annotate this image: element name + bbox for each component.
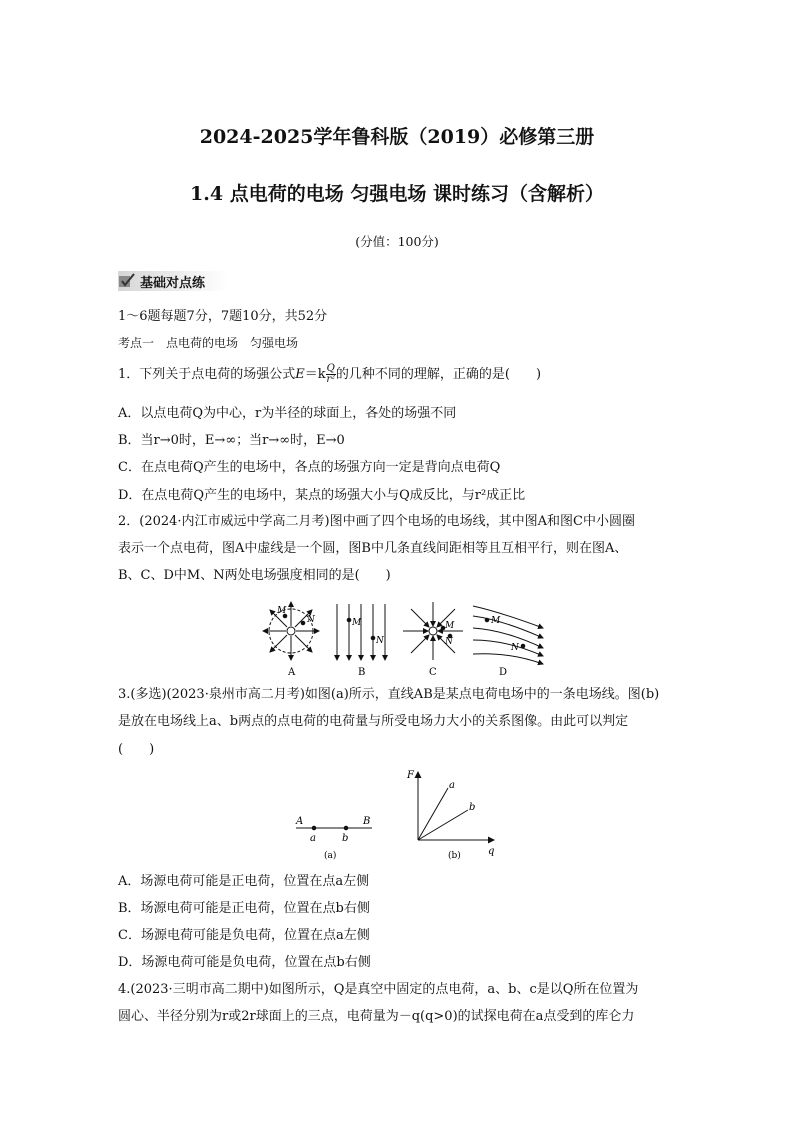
q1-formula-fraction — [326, 364, 336, 385]
q3-option-c: C．场源电荷可能是负电荷，位置在点a左侧 — [118, 928, 370, 943]
q3-figure-a — [296, 826, 372, 830]
q2-field-lines-figure — [255, 598, 545, 680]
q2-figure-a — [263, 602, 319, 660]
q2-line-3: B、C、D中M、N两处电场强度相同的是( ) — [118, 568, 391, 583]
section-label: 基础对点练 — [140, 275, 206, 291]
instructions: 1～6题每题7分，7题10分，共52分 — [118, 309, 328, 324]
q2-a-label-n: N — [307, 615, 315, 625]
q3-a-label-B: B — [363, 816, 371, 827]
q2-b-label-n: N — [376, 636, 384, 646]
q1-formula-lhs: E — [295, 367, 305, 382]
q3-b-label-b: b — [469, 802, 476, 813]
q1-stem-end: 的几种不同的理解，正确的是( ) — [335, 367, 542, 382]
document-title: 2024-2025学年鲁科版（2019）必修第三册 — [199, 126, 595, 148]
q3-line-a — [418, 788, 448, 840]
q4-line-1: 4.(2023·三明市高二期中)如图所示，Q是真空中固定的点电荷，a、b、c是以Q所在位置为 — [118, 982, 639, 997]
q3-option-b: B．场源电荷可能是正电荷，位置在点b右侧 — [118, 901, 370, 916]
q1-stem-start: 1．下列关于点电荷的场强公式 — [118, 367, 296, 382]
q2-line-2: 表示一个点电荷，图A中虚线是一个圆，图B中几条直线间距相等且互相平行，则在图A、 — [118, 541, 628, 556]
q2-label-b: B — [358, 667, 366, 678]
q2-d-label-n: N — [511, 643, 519, 653]
q3-line-3: ( ) — [118, 742, 155, 757]
q2-label-c: C — [429, 667, 437, 678]
q2-figure-c — [403, 602, 463, 660]
q1-option-d: D．在点电荷Q产生的电场中，某点的场强大小与Q成反比，与r²成正比 — [118, 488, 526, 503]
q2-line-1: 2．(2024·内江市威远中学高二月考)图中画了四个电场的电场线，其中图A和图C中小圆圈 — [118, 514, 635, 529]
q1-frac-num: Q — [326, 363, 335, 374]
q1-option-a: A．以点电荷Q为中心，r为半径的球面上，各处的场强不同 — [118, 406, 457, 421]
q3-a-caption: (a) — [324, 851, 337, 861]
q2-figure-b — [337, 604, 385, 660]
q1-stem — [118, 364, 541, 385]
q3-figures — [290, 766, 500, 862]
q3-b-axis-q: q — [488, 846, 495, 857]
q2-label-d: D — [499, 667, 508, 678]
q3-b-axis-F: F — [407, 770, 414, 781]
q1-option-b: B．当r→0时，E→∞；当r→∞时，E→0 — [118, 433, 345, 448]
q4-line-2: 圆心、半径分别为r或2r球面上的三点，电荷量为－q(q>0)的试探电荷在a点受到的库仑力 — [118, 1009, 635, 1024]
q3-option-d: D．场源电荷可能是负电荷，位置在点b右侧 — [118, 955, 371, 970]
q3-a-label-b: b — [342, 833, 349, 844]
q2-d-label-m: M — [491, 616, 501, 626]
q2-figure-d — [473, 606, 543, 664]
checkbox-icon — [118, 273, 136, 289]
score-note: (分值：100分) — [355, 234, 439, 249]
document-subtitle: 1.4 点电荷的电场 匀强电场 课时练习（含解析） — [190, 183, 604, 205]
q3-line-2: 是放在电场线上a、b两点的点电荷的电荷量与所受电场力大小的关系图像。由此可以判定 — [118, 714, 629, 729]
q3-line-b — [418, 810, 468, 840]
q3-a-label-a: a — [310, 833, 316, 844]
q2-a-label-m: M — [277, 606, 287, 616]
q3-b-caption: (b) — [448, 851, 461, 861]
q3-line-1: 3.(多选)(2023·泉州市高二月考)如图(a)所示，直线AB是某点电荷电场中的一条电场线。图(b) — [118, 687, 660, 702]
q1-formula-mid: ＝k — [304, 367, 326, 382]
section-header — [118, 271, 205, 291]
q3-a-label-A: A — [296, 816, 304, 827]
q2-c-label-m: M — [445, 621, 455, 631]
q1-frac-den: r² — [326, 374, 336, 385]
q1-option-c: C．在点电荷Q产生的电场中，各点的场强方向一定是背向点电荷Q — [118, 460, 501, 475]
topic-heading: 考点一 点电荷的电场 匀强电场 — [118, 336, 299, 350]
q2-b-label-m: M — [352, 618, 362, 628]
q2-label-a: A — [288, 667, 296, 678]
q3-option-a: A．场源电荷可能是正电荷，位置在点a左侧 — [118, 874, 370, 889]
q3-b-label-a: a — [449, 780, 455, 791]
q2-c-label-n: N — [445, 637, 453, 647]
q3-figure-b-axes — [418, 772, 494, 840]
